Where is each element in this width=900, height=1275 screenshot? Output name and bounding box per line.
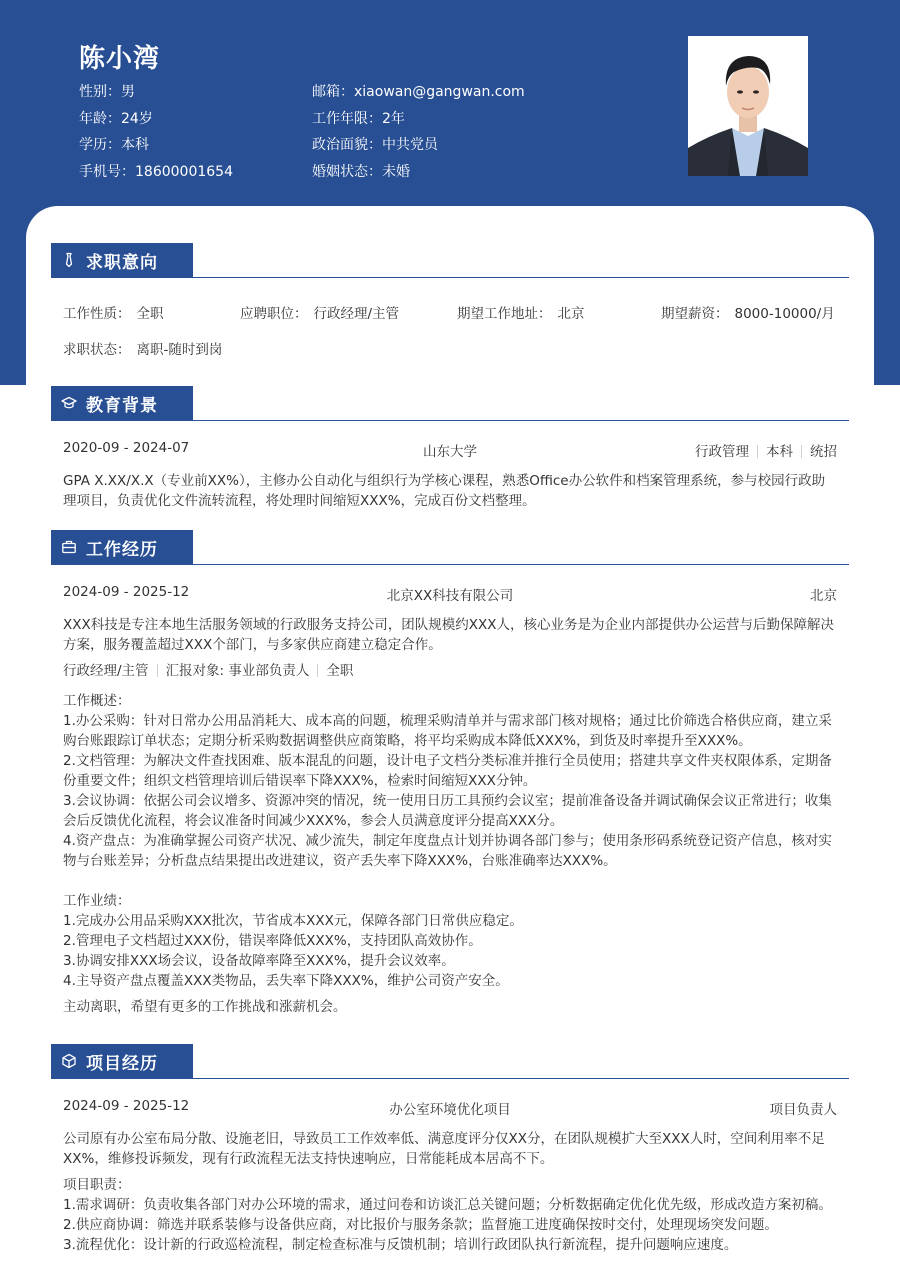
briefcase-icon xyxy=(61,539,77,555)
info-work-years: 工作年限：2年 xyxy=(312,110,405,127)
education-school: 山东大学 xyxy=(423,444,477,460)
basic-info-left xyxy=(79,82,233,188)
achievements-title: 工作业绩： xyxy=(63,893,131,909)
section-header xyxy=(51,243,849,278)
section-title: 教育背景 xyxy=(86,395,158,416)
divider xyxy=(157,664,158,677)
intent-value: 行政经理/主管 xyxy=(313,306,400,322)
work-tag-type: 全职 xyxy=(326,663,354,679)
section-title: 项目经历 xyxy=(86,1053,158,1074)
intent-label: 求职状态： xyxy=(63,342,131,358)
section-job-intent xyxy=(51,243,849,358)
intent-label: 工作性质： xyxy=(63,306,131,322)
work-tags xyxy=(51,661,849,681)
education-details xyxy=(695,440,837,460)
intent-row-2 xyxy=(51,338,849,358)
section-tab xyxy=(51,1044,193,1078)
section-title: 求职意向 xyxy=(86,252,158,273)
work-row xyxy=(51,584,849,604)
work-overview xyxy=(51,691,849,871)
section-header xyxy=(51,386,849,421)
divider xyxy=(801,445,802,458)
achievement-item: 4.主导资产盘点覆盖XXX类物品，丢失率下降XXX%，维护公司资产安全。 xyxy=(63,973,509,989)
duty-item: 3.流程优化：设计新的行政巡检流程，制定检查标准与反馈机制；培训行政团队执行新流程，提升问题响应速度。 xyxy=(63,1237,738,1253)
project-period: 2024-09 - 2025-12 xyxy=(63,1098,190,1114)
section-header xyxy=(51,530,849,565)
work-period: 2024-09 - 2025-12 xyxy=(63,584,190,600)
duty-item: 2.供应商协调：筛选并联系装修与设备供应商，对比报价与服务条款；监督施工进度确保按时交付，处理现场突发问题。 xyxy=(63,1217,778,1233)
intent-position xyxy=(240,302,399,322)
intent-row-1 xyxy=(51,302,849,322)
candidate-name: 陈小湾 xyxy=(79,44,161,74)
section-tab xyxy=(51,530,193,564)
info-gender: 性别：男 xyxy=(79,84,135,100)
section-education xyxy=(51,386,849,511)
overview-item: 4.资产盘点：为准确掌握公司资产状况、减少流失，制定年度盘点计划并协调各部门参与；使用条形码系统登记资产信息，核对实物与台账差异；分析盘点结果提出改进建议，资产丢失率下降XXX%，台账准确率达XXX%。 xyxy=(63,833,832,869)
overview-item: 2.文档管理：为解决文件查找困难、版本混乱的问题，设计电子文档分类标准并推行全员使用；搭建共享文件夹权限体系，定期备份重要文件；组织文档管理培训后错误率下降XXX%，检索时间缩短XXX分钟。 xyxy=(63,753,832,789)
intent-value: 全职 xyxy=(136,306,164,322)
info-political-status: 政治面貌：中共党员 xyxy=(312,137,438,153)
education-type: 统招 xyxy=(810,444,837,460)
education-major: 行政管理 xyxy=(695,444,749,460)
info-education: 学历：本科 xyxy=(79,137,149,153)
divider xyxy=(317,664,318,677)
education-period: 2020-09 - 2024-07 xyxy=(63,440,190,456)
intent-status xyxy=(63,338,222,358)
intent-label: 期望薪资： xyxy=(661,306,729,322)
overview-title: 工作概述： xyxy=(63,693,131,709)
intent-label: 应聘职位： xyxy=(240,306,308,322)
duty-item: 1.需求调研：负责收集各部门对办公环境的需求，通过问卷和访谈汇总关键问题；分析数据确定优化优先级，形成改造方案初稿。 xyxy=(63,1197,832,1213)
graduation-cap-icon xyxy=(61,395,77,411)
person-portrait-icon xyxy=(688,36,808,176)
achievement-item: 3.协调安排XXX场会议，设备故障率降至XXX%，提升会议效率。 xyxy=(63,953,455,969)
project-row xyxy=(51,1098,849,1118)
overview-item: 1.办公采购：针对日常办公用品消耗大、成本高的问题，梳理采购清单并与需求部门核对规格；通过比价筛选合格供应商，建立采购台账跟踪订单状态；定期分析采购数据调整供应商策略，将平均采购成本降低XXX%，到货及时率提升至XXX%。 xyxy=(63,713,832,749)
leave-reason: 主动离职，希望有更多的工作挑战和涨薪机会。 xyxy=(63,999,347,1015)
work-city: 北京 xyxy=(810,588,837,604)
achievement-item: 2.管理电子文档超过XXX份，错误率降低XXX%，支持团队高效协作。 xyxy=(63,933,482,949)
duties-title: 项目职责： xyxy=(63,1177,131,1193)
info-phone: 手机号：18600001654 xyxy=(79,163,233,180)
project-role: 项目负责人 xyxy=(769,1102,837,1118)
section-project xyxy=(51,1044,849,1255)
cube-icon xyxy=(61,1053,77,1069)
divider xyxy=(757,445,758,458)
basic-info-right xyxy=(312,82,525,188)
project-background: 公司原有办公室布局分散、设施老旧，导致员工工作效率低、满意度评分仅XX分，在团队规模扩大至XXX人时，空间利用率不足XX%，维修投诉频发，现有行政流程无法支持快速响应，日常能耗成本居高不下。 xyxy=(63,1131,825,1167)
section-tab xyxy=(51,386,193,420)
info-age: 年龄：24岁 xyxy=(79,110,153,127)
intent-salary xyxy=(661,302,835,322)
achievement-item: 1.完成办公用品采购XXX批次，节省成本XXX元，保障各部门日常供应稳定。 xyxy=(63,913,523,929)
intent-label: 期望工作地址： xyxy=(457,306,552,322)
education-degree: 本科 xyxy=(766,444,793,460)
info-marital-status: 婚姻状态：未婚 xyxy=(312,163,410,180)
work-tag-position: 行政经理/主管 xyxy=(63,663,149,679)
tie-icon xyxy=(61,252,77,268)
overview-item: 3.会议协调：依据公司会议增多、资源冲突的情况，统一使用日历工具预约会议室；提前准备设备并调试确保会议正常进行；收集会后反馈优化流程，将会议准备时间减少XXX%，参会人员满意度评分提高XXX分。 xyxy=(63,793,832,829)
profile-photo xyxy=(688,36,808,176)
company-intro: XXX科技是专注本地生活服务领域的行政服务支持公司，团队规模约XXX人，核心业务是为企业内部提供办公运营与后勤保障解决方案，服务覆盖超过XXX个部门，与多家供应商建立稳定合作。 xyxy=(63,617,834,653)
intent-value: 北京 xyxy=(557,306,585,322)
education-row xyxy=(51,440,849,460)
project-duties xyxy=(51,1175,849,1255)
work-achievements xyxy=(51,891,849,991)
education-description: GPA X.XX/X.X（专业前XX%），主修办公自动化与组织行为学核心课程，熟悉Office办公软件和档案管理系统，参与校园行政助理项目，负责优化文件流转流程，将处理时间缩短XXX%，完成百份文档整理。 xyxy=(63,473,826,509)
work-company: 北京XX科技有限公司 xyxy=(386,588,514,604)
intent-value: 离职-随时到岗 xyxy=(136,342,223,358)
resume-header xyxy=(0,0,900,206)
intent-location xyxy=(457,302,585,322)
info-email: 邮箱：xiaowan@gangwan.com xyxy=(312,84,525,100)
section-header xyxy=(51,1044,849,1079)
intent-value: 8000-10000/月 xyxy=(734,306,835,322)
project-name: 办公室环境优化项目 xyxy=(389,1102,511,1118)
section-title: 工作经历 xyxy=(86,539,158,560)
section-tab xyxy=(51,243,193,277)
section-work xyxy=(51,530,849,1017)
intent-type xyxy=(63,302,164,322)
work-tag-report-to: 汇报对象: 事业部负责人 xyxy=(165,663,310,679)
